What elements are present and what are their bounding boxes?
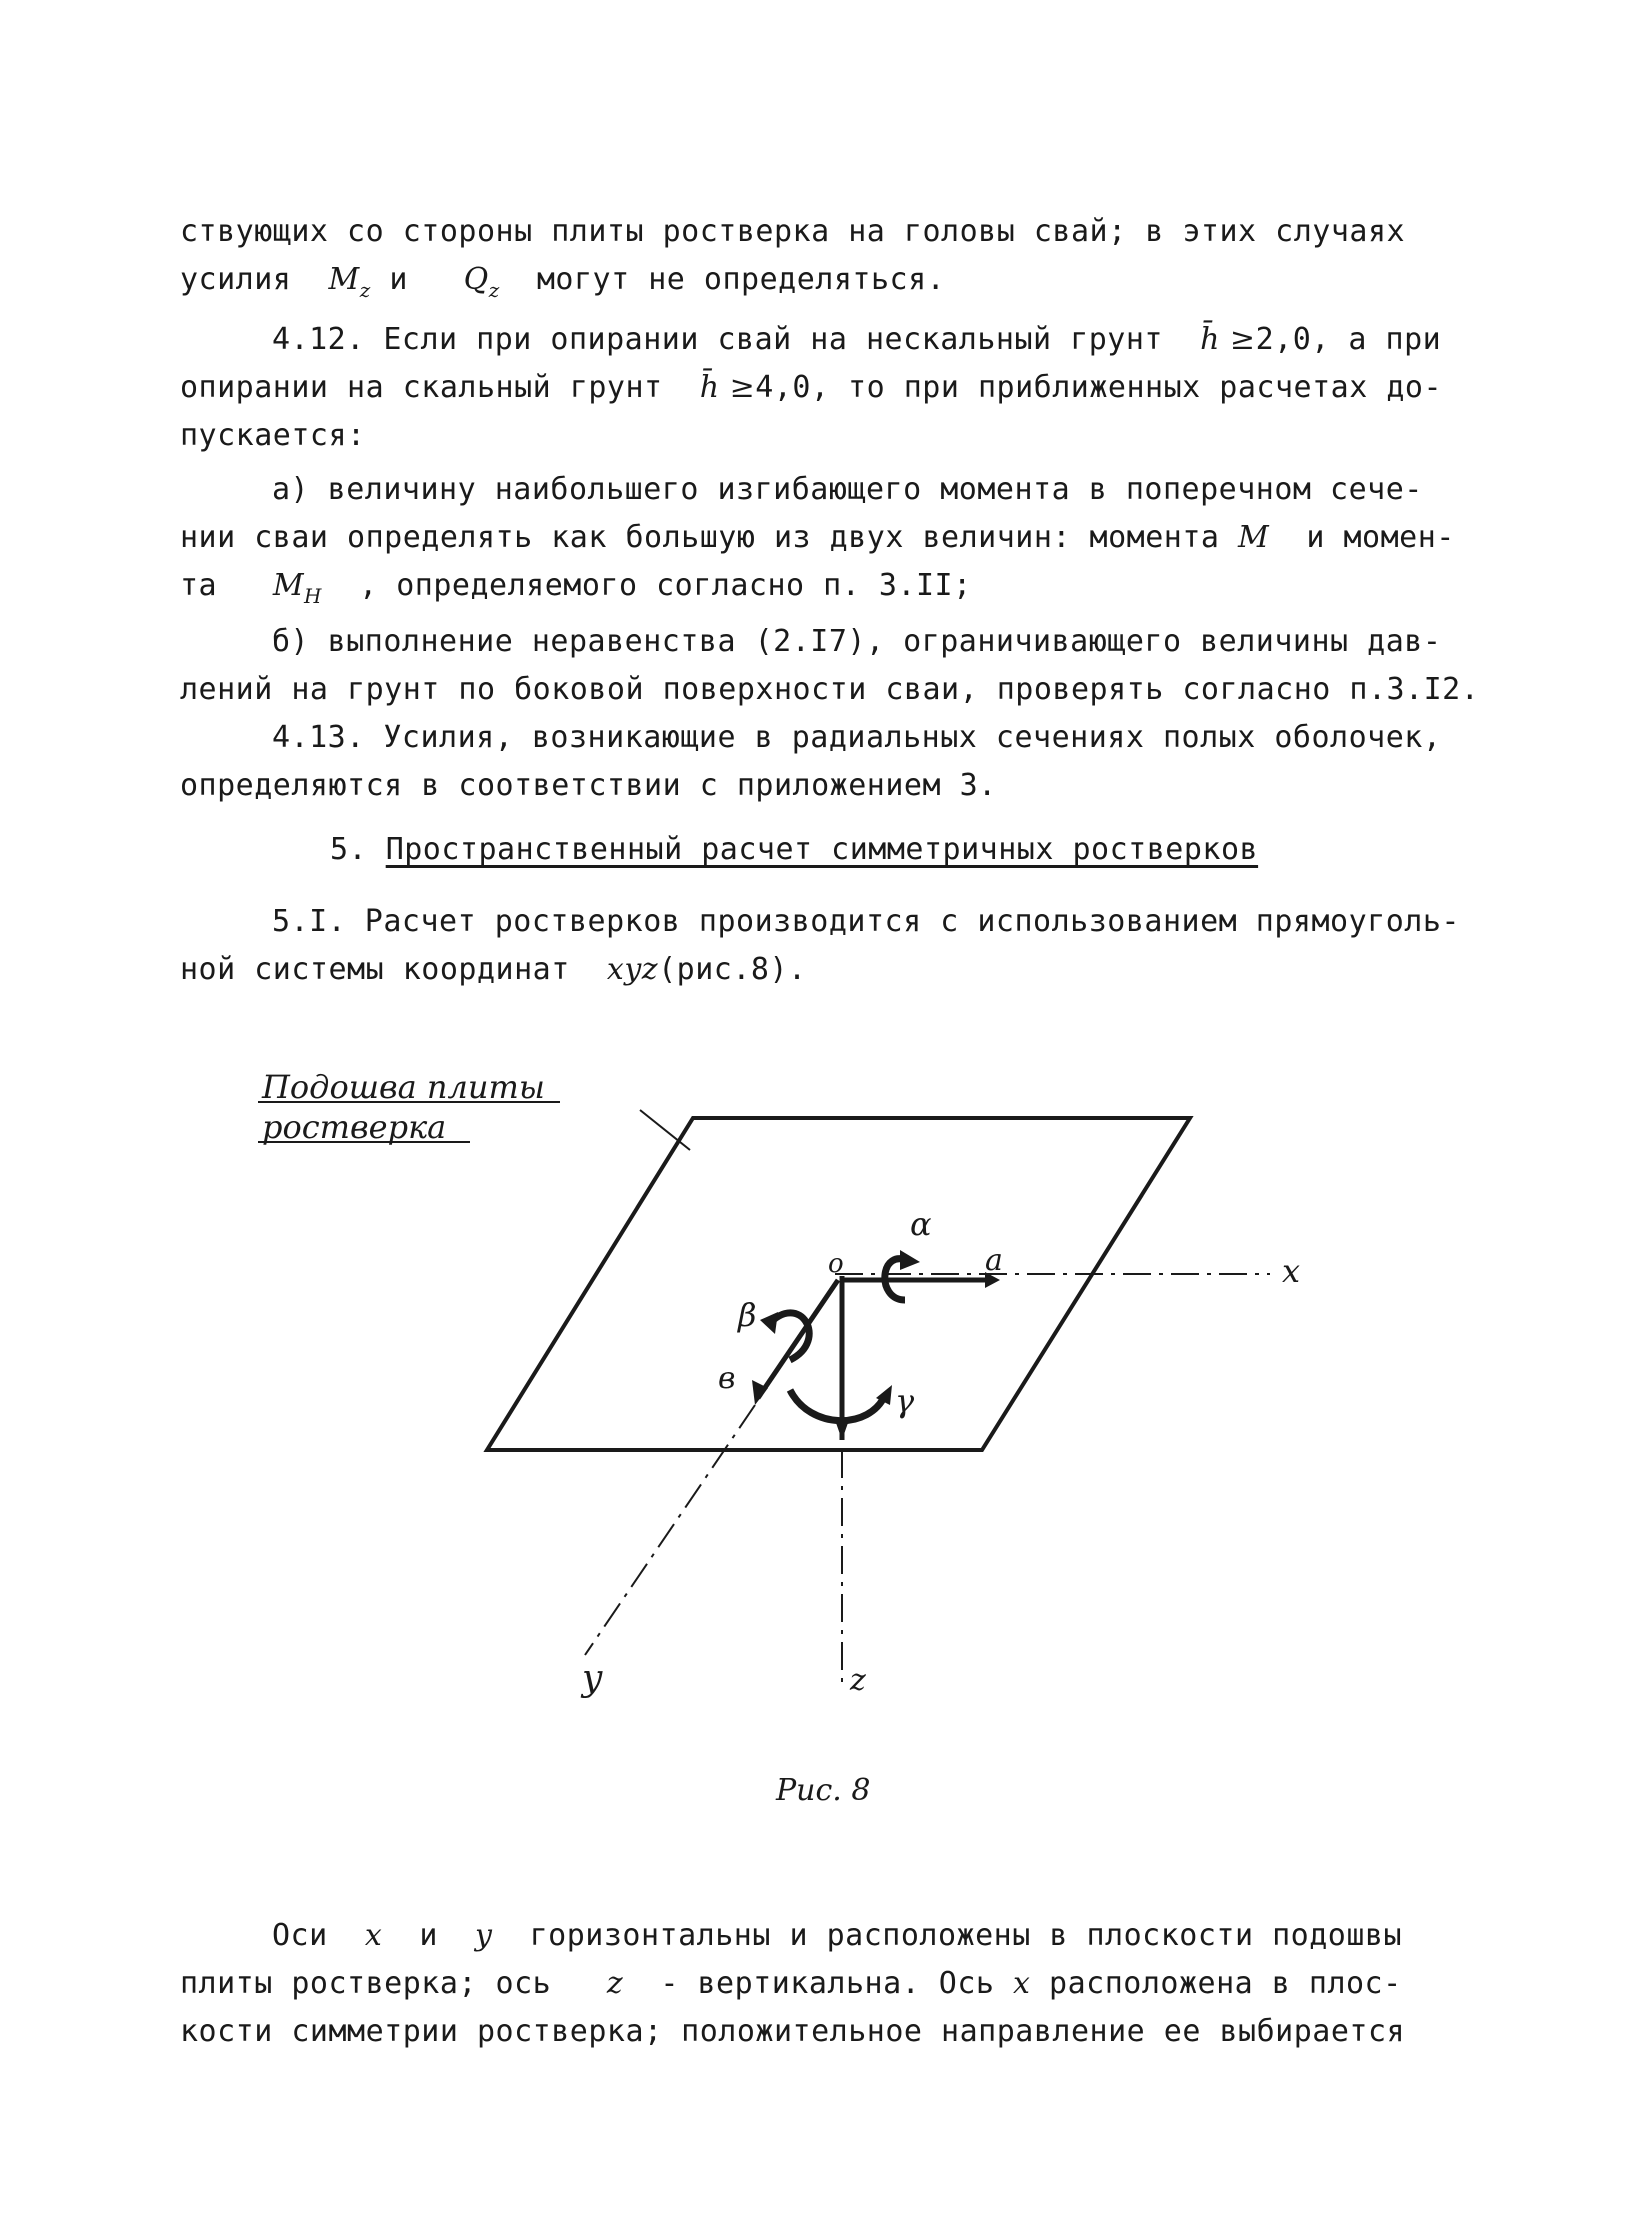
axis-z-label: z [850,1663,866,1698]
text-line: ной системы координат xyz(рис.8). [180,952,807,987]
label-origin: o [828,1249,844,1279]
figure-label-line1: Подошва плиты [262,1068,545,1106]
text-line: Оси x и y горизонтальны и расположены в плоскости подошвы [272,1918,1403,1953]
text-line: лений на грунт по боковой поверхности сваи, проверять согласно п.3.I2. [180,672,1480,707]
text-line: плиты ростверка; ось z - вертикальна. Ось x расположена в плос- [180,1966,1402,2001]
text-line: пускается: [180,418,366,453]
label-beta: β [738,1296,757,1334]
text-line: усилия $M_z$ и $Q_z$ могут не определяться. [180,262,946,302]
axis-x-label: x [1282,1252,1301,1290]
arrow-b [758,1280,838,1398]
text-line: кости симметрии ростверка; положительное направление ее выбирается [180,2014,1406,2049]
label-alpha: α [910,1205,932,1243]
figure-label-line2: ростверка [262,1108,447,1146]
text-line: 5.I. Расчет ростверков производится с использованием прямоуголь- [272,904,1460,939]
text-line: нии сваи определять как большую из двух величин: момента M и момен- [180,520,1455,555]
text-line: 4.12. Если при опирании свай на нескальный грунт h̄ ≥2,0, а при [272,322,1442,357]
arc-alpha-head [900,1250,920,1270]
plate-outline [487,1118,1190,1450]
text-line: а) величину наибольшего изгибающего момента в поперечном сече- [272,472,1423,507]
text-line: определяются в соответствии с приложением 3. [180,768,997,803]
text-line: та $M_H$ , определяемого согласно п. 3.II; [180,568,972,608]
text-line: б) выполнение неравенства (2.I7), ограничивающего величины дав- [272,624,1442,659]
leader-line [640,1110,690,1150]
text-line: 4.13. Усилия, возникающие в радиальных сечениях полых оболочек, [272,720,1442,755]
arc-beta-head [760,1312,778,1334]
figure-caption: Рис. 8 [776,1773,871,1808]
section-heading: 5. Пространственный расчет симметричных ростверков [330,832,1259,867]
y-axis [585,1405,755,1655]
arc-gamma [790,1390,885,1421]
text-line: опирании на скальный грунт h̄ ≥4,0, то при приближенных расчетах до- [180,370,1443,405]
label-b: в [718,1361,736,1396]
label-a: a [985,1243,1003,1278]
text-line: ствующих со стороны плиты ростверка на головы свай; в этих случаях [180,214,1406,249]
axis-y-label: y [582,1658,603,1699]
label-gamma: γ [895,1382,915,1420]
